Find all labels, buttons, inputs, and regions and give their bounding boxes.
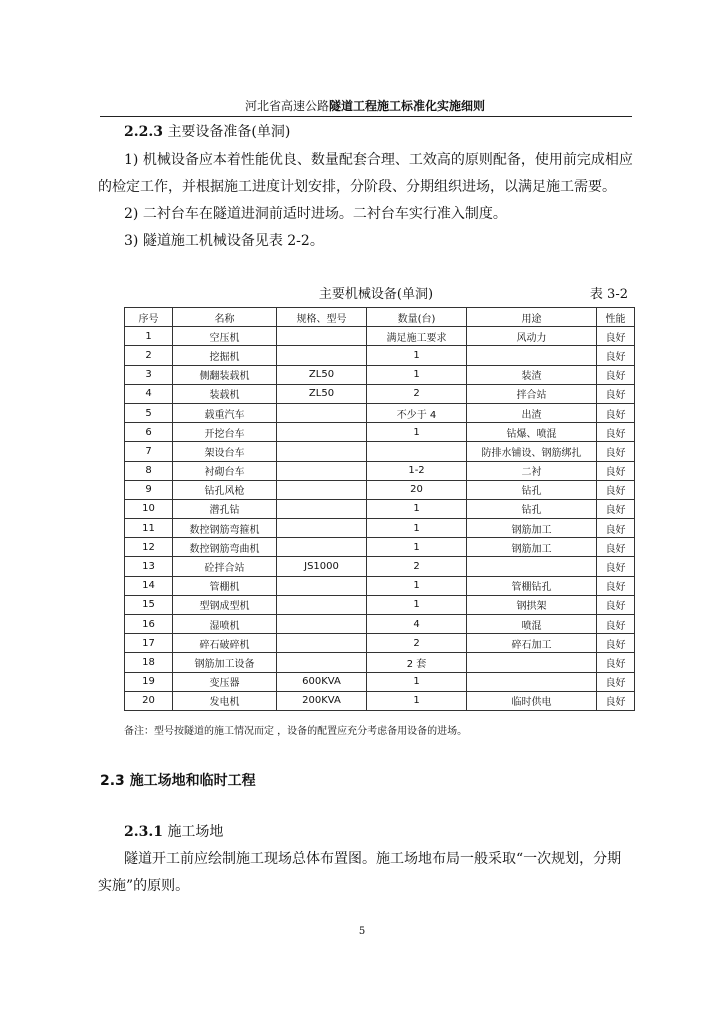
table-row	[125, 653, 635, 672]
table-row	[125, 672, 635, 691]
table-row	[125, 327, 635, 346]
table-cell	[277, 327, 367, 346]
table-cell: 4	[367, 615, 467, 634]
table-cell: 管棚钻孔	[467, 576, 597, 595]
table-cell: 架设台车	[173, 442, 277, 461]
table-number: 表 3-2	[589, 287, 628, 302]
table-cell: 良好	[597, 403, 635, 422]
table-cell: 1	[367, 519, 467, 538]
table-cell: 2	[367, 384, 467, 403]
table-cell: 不少于 4	[367, 403, 467, 422]
table-cell: 良好	[597, 595, 635, 614]
table-cell: 钻孔	[467, 499, 597, 518]
table-cell: 钻爆、喷混	[467, 423, 597, 442]
table-cell	[277, 461, 367, 480]
table-row	[125, 519, 635, 538]
table-cell: 钢筋加工设备	[173, 653, 277, 672]
table-cell: 良好	[597, 480, 635, 499]
table-cell: ZL50	[277, 384, 367, 403]
table-cell: 8	[125, 461, 173, 480]
table-cell: 发电机	[173, 691, 277, 710]
table-cell: 1	[367, 538, 467, 557]
table-cell: 17	[125, 634, 173, 653]
header-cell: 序号	[125, 308, 173, 327]
table-cell	[277, 595, 367, 614]
table-cell: 1	[367, 346, 467, 365]
header-prefix: 河北省高速公路	[244, 99, 329, 113]
table-cell	[277, 538, 367, 557]
table-cell: 防排水铺设、钢筋绑扎	[467, 442, 597, 461]
header-cell: 性能	[597, 308, 635, 327]
table-cell: 1-2	[367, 461, 467, 480]
paragraph-3: 3) 隧道施工机械设备见表 2-2。	[124, 233, 324, 249]
table-row	[125, 615, 635, 634]
table-cell: 15	[125, 595, 173, 614]
paragraph-2: 2) 二衬台车在隧道进洞前适时进场。二衬台车实行准入制度。	[124, 206, 507, 222]
table-cell: 6	[125, 423, 173, 442]
table-cell: ZL50	[277, 365, 367, 384]
table-cell	[277, 653, 367, 672]
table-cell: 良好	[597, 653, 635, 672]
table-row	[125, 403, 635, 422]
table-cell	[467, 346, 597, 365]
table-cell: JS1000	[277, 557, 367, 576]
table-row	[125, 480, 635, 499]
table-header-row	[125, 308, 635, 327]
table-cell: 20	[367, 480, 467, 499]
table-cell: 良好	[597, 346, 635, 365]
table-cell	[277, 346, 367, 365]
table-cell: 200KVA	[277, 691, 367, 710]
table-cell: 衬砌台车	[173, 461, 277, 480]
paragraph-4-line-1: 隧道开工前应绘制施工现场总体布置图。施工场地布局一般采取“一次规划，分期	[124, 851, 622, 867]
table-cell: 碎石破碎机	[173, 634, 277, 653]
table-cell: 变压器	[173, 672, 277, 691]
table-cell: 管棚机	[173, 576, 277, 595]
table-cell: 1	[367, 595, 467, 614]
table-cell: 载重汽车	[173, 403, 277, 422]
table-cell: 钻孔	[467, 480, 597, 499]
table-row	[125, 346, 635, 365]
table-cell: 良好	[597, 384, 635, 403]
section-title: 主要设备准备(单洞)	[167, 124, 291, 140]
table-cell: 湿喷机	[173, 615, 277, 634]
table-cell: 钢筋加工	[467, 519, 597, 538]
table-cell: 良好	[597, 442, 635, 461]
table-cell: 良好	[597, 672, 635, 691]
header-bold-title: 隧道工程施工标准化实施细则	[329, 99, 486, 113]
table-cell: 潜孔钻	[173, 499, 277, 518]
table-cell: 数控钢筋弯曲机	[173, 538, 277, 557]
table-cell	[277, 634, 367, 653]
table-cell: 拌合站	[467, 384, 597, 403]
table-cell: 600KVA	[277, 672, 367, 691]
table-title: 主要机械设备(单洞)	[318, 287, 434, 302]
table-row	[125, 499, 635, 518]
table-cell: 1	[367, 691, 467, 710]
table-cell: 20	[125, 691, 173, 710]
running-header	[100, 98, 630, 114]
paragraph-4-line-2: 实施”的原则。	[98, 878, 190, 894]
paragraph-1-line-2: 的检定工作，并根据施工进度计划安排，分阶段、分期组织进场，以满足施工需要。	[98, 179, 616, 195]
section-2-3-heading	[100, 770, 256, 790]
section-number: 2.2.3	[124, 124, 163, 140]
table-row	[125, 538, 635, 557]
section-number: 2.3.1	[124, 824, 163, 840]
table-cell: 良好	[597, 461, 635, 480]
table-cell: 良好	[597, 327, 635, 346]
equipment-table	[124, 307, 635, 711]
table-row	[125, 557, 635, 576]
table-cell: 5	[125, 403, 173, 422]
table-cell: 1	[125, 327, 173, 346]
table-cell: 14	[125, 576, 173, 595]
table-cell: 开挖台车	[173, 423, 277, 442]
table-cell: 空压机	[173, 327, 277, 346]
table-row	[125, 595, 635, 614]
table-cell: 良好	[597, 519, 635, 538]
table-cell: 2	[125, 346, 173, 365]
table-cell: 侧翻装载机	[173, 365, 277, 384]
header-cell: 名称	[173, 308, 277, 327]
table-cell: 良好	[597, 691, 635, 710]
table-cell: 4	[125, 384, 173, 403]
table-cell: 2	[367, 557, 467, 576]
table-cell	[277, 519, 367, 538]
table-cell: 13	[125, 557, 173, 576]
table-cell: 18	[125, 653, 173, 672]
header-cell: 用途	[467, 308, 597, 327]
table-cell: 良好	[597, 576, 635, 595]
table-cell: 7	[125, 442, 173, 461]
table-cell: 2 套	[367, 653, 467, 672]
table-cell	[367, 442, 467, 461]
table-cell: 2	[367, 634, 467, 653]
table-cell	[277, 499, 367, 518]
table-cell: 良好	[597, 615, 635, 634]
table-cell: 1	[367, 365, 467, 384]
table-cell: 出渣	[467, 403, 597, 422]
section-number: 2.3	[100, 773, 125, 789]
table-cell: 型钢成型机	[173, 595, 277, 614]
table-cell	[277, 615, 367, 634]
table-cell: 满足施工要求	[367, 327, 467, 346]
table-row	[125, 576, 635, 595]
table-cell	[277, 403, 367, 422]
table-cell	[467, 653, 597, 672]
table-cell: 3	[125, 365, 173, 384]
table-cell: 良好	[597, 365, 635, 384]
table-cell: 喷混	[467, 615, 597, 634]
table-cell: 良好	[597, 634, 635, 653]
table-cell	[277, 442, 367, 461]
table-cell: 钢筋加工	[467, 538, 597, 557]
table-cell: 良好	[597, 557, 635, 576]
table-cell: 12	[125, 538, 173, 557]
table-cell: 9	[125, 480, 173, 499]
section-title: 施工场地	[167, 824, 224, 840]
table-note: 备注：型号按隧道的施工情况而定 ，设备的配置应充分考虑备用设备的进场。	[124, 726, 468, 737]
section-title: 施工场地和临时工程	[129, 773, 256, 789]
table-cell	[467, 557, 597, 576]
table-cell: 良好	[597, 538, 635, 557]
table-cell: 1	[367, 423, 467, 442]
table-cell: 临时供电	[467, 691, 597, 710]
table-row	[125, 461, 635, 480]
table-cell: 良好	[597, 423, 635, 442]
table-cell: 数控钢筋弯箍机	[173, 519, 277, 538]
section-2-2-3-heading	[124, 122, 290, 142]
table-cell	[277, 423, 367, 442]
table-body	[125, 327, 635, 711]
table-row	[125, 365, 635, 384]
paragraph-1-line-1: 1) 机械设备应本着性能优良、数量配套合理、工效高的原则配备，使用前完成相应	[124, 152, 633, 168]
page-number: 5	[358, 926, 366, 937]
table-cell	[277, 480, 367, 499]
table-cell	[467, 672, 597, 691]
table-cell	[277, 576, 367, 595]
table-cell: 16	[125, 615, 173, 634]
table-cell: 10	[125, 499, 173, 518]
table-cell: 装载机	[173, 384, 277, 403]
table-row	[125, 442, 635, 461]
table-cell: 1	[367, 576, 467, 595]
table-caption	[124, 283, 628, 303]
table-row	[125, 384, 635, 403]
table-cell: 1	[367, 499, 467, 518]
table-cell: 钻孔风枪	[173, 480, 277, 499]
table-cell: 碎石加工	[467, 634, 597, 653]
header-rule	[100, 116, 632, 117]
table-cell: 19	[125, 672, 173, 691]
table-row	[125, 691, 635, 710]
table-cell: 装渣	[467, 365, 597, 384]
table-cell: 砼拌合站	[173, 557, 277, 576]
header-cell: 规格、型号	[277, 308, 367, 327]
table-cell: 良好	[597, 499, 635, 518]
header-cell: 数量(台)	[367, 308, 467, 327]
table-cell: 二衬	[467, 461, 597, 480]
table-row	[125, 634, 635, 653]
table-row	[125, 423, 635, 442]
table-cell: 挖掘机	[173, 346, 277, 365]
table-cell: 1	[367, 672, 467, 691]
table-cell: 风动力	[467, 327, 597, 346]
table-cell: 11	[125, 519, 173, 538]
table-cell: 钢拱架	[467, 595, 597, 614]
section-2-3-1-heading	[124, 822, 223, 842]
